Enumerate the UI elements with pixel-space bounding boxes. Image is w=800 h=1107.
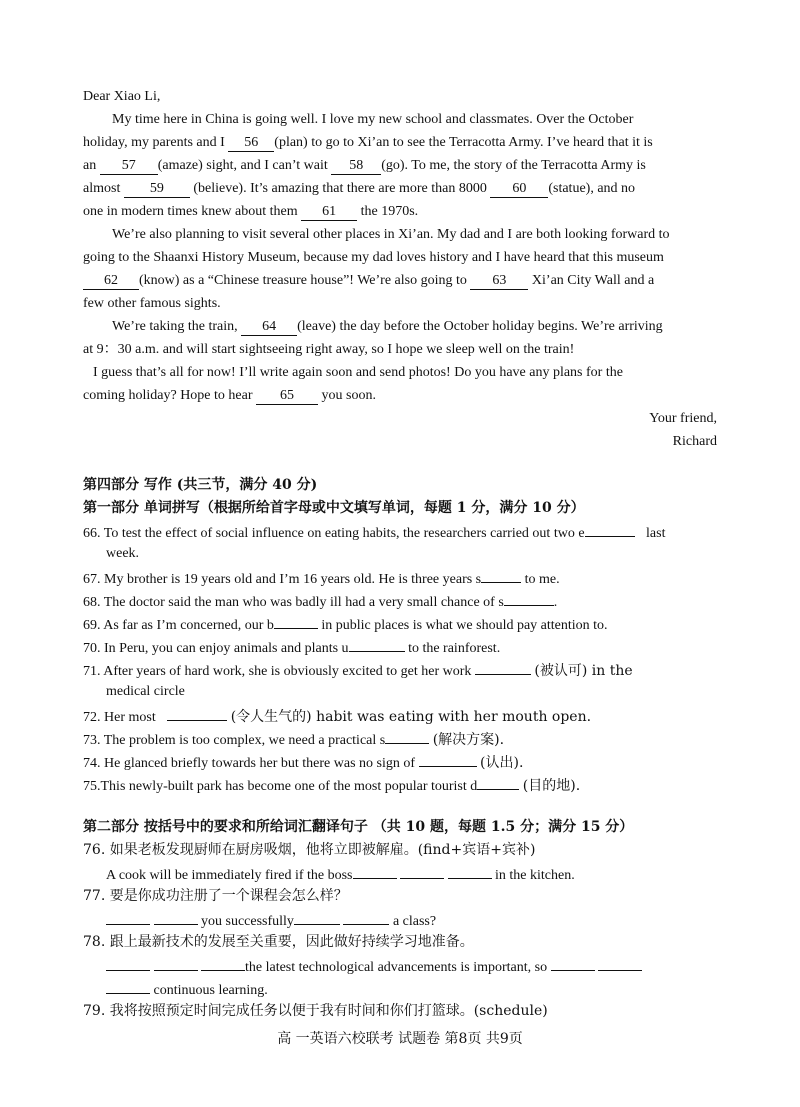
answer-blank[interactable] bbox=[343, 910, 389, 925]
blank-58[interactable]: 58 bbox=[331, 158, 381, 175]
answer-blank[interactable] bbox=[551, 956, 595, 971]
answer-blank[interactable] bbox=[400, 864, 444, 879]
letter-line: We’re also planning to visit several other places in Xi’an. My dad and I are both looking forward to bbox=[112, 227, 670, 242]
question-67: 67. My brother is 19 years old and I’m 16 years old. He is three years s to me. bbox=[83, 568, 560, 589]
letter-line: few other famous sights. bbox=[83, 296, 221, 311]
section-subheading: 第一部分 单词拼写（根据所给首字母或中文填写单词，每题 1 分，满分 10 分） bbox=[83, 500, 585, 516]
question-76: 76. 如果老板发现厨师在厨房吸烟，他将立即被解雇。(find+宾语+宾补) bbox=[83, 842, 536, 858]
letter-line: My time here in China is going well. I love my new school and classmates. Over the October bbox=[112, 112, 634, 127]
answer-blank[interactable] bbox=[106, 956, 150, 971]
answer-blank[interactable] bbox=[385, 729, 429, 744]
question-71-cont: medical circle bbox=[106, 684, 185, 699]
answer-blank[interactable] bbox=[585, 522, 635, 537]
question-68: 68. The doctor said the man who was badly ill had a very small chance of s . bbox=[83, 591, 557, 612]
answer-blank[interactable] bbox=[504, 591, 554, 606]
answer-blank[interactable] bbox=[294, 910, 340, 925]
letter-line: We’re taking the train, 64 (leave) the day before the October holiday begins. We’re arriving bbox=[112, 319, 663, 334]
answer-blank[interactable] bbox=[477, 775, 519, 790]
letter-line: 62 (know) as a “Chinese treasure house”! We’re also going to 63 Xi’an City Wall and a bbox=[83, 272, 654, 290]
page-footer: 高 一英语六校联考 试题卷 第8页 共9页 bbox=[277, 1031, 523, 1047]
blank-64[interactable]: 64 bbox=[241, 319, 297, 336]
letter-line: I guess that’s all for now! I’ll write again soon and send photos! Do you have any plans for the bbox=[93, 365, 623, 380]
answer-blank[interactable] bbox=[106, 979, 150, 994]
blank-61[interactable]: 61 bbox=[301, 204, 357, 221]
question-77: 77. 要是你成功注册了一个课程会怎么样？ bbox=[83, 888, 348, 904]
question-71: 71. After years of hard work, she is obviously excited to get her work (被认可) in the bbox=[83, 660, 633, 681]
answer-blank[interactable] bbox=[448, 864, 492, 879]
letter-line: almost 59 (believe). It’s amazing that there are more than 8000 60 (statue), and no bbox=[83, 181, 636, 196]
question-70: 70. In Peru, you can enjoy animals and plants u to the rainforest. bbox=[83, 637, 500, 658]
blank-56[interactable]: 56 bbox=[228, 135, 274, 152]
answer-blank[interactable] bbox=[598, 956, 642, 971]
question-75: 75.This newly-built park has become one of the most popular tourist d (目的地). bbox=[83, 775, 580, 796]
letter-line: coming holiday? Hope to hear 65 you soon. bbox=[83, 388, 376, 403]
letter-signature: Richard bbox=[672, 434, 717, 449]
question-66-cont: week. bbox=[106, 546, 140, 561]
answer-blank[interactable] bbox=[481, 568, 521, 583]
question-78: 78. 跟上最新技术的发展至关重要，因此做好持续学习地准备。 bbox=[83, 934, 474, 950]
letter-greeting: Dear Xiao Li, bbox=[83, 89, 161, 104]
blank-62[interactable]: 62 bbox=[83, 273, 139, 290]
question-66: 66. To test the effect of social influence on eating habits, the researchers carried out two e last bbox=[83, 522, 666, 543]
question-73: 73. The problem is too complex, we need a practical s (解决方案). bbox=[83, 729, 504, 750]
answer-blank[interactable] bbox=[201, 956, 245, 971]
answer-blank[interactable] bbox=[274, 614, 318, 629]
blank-59[interactable]: 59 bbox=[124, 181, 190, 198]
question-78-answer: the latest technological advancements is important, so bbox=[106, 956, 642, 977]
blank-65[interactable]: 65 bbox=[256, 388, 318, 405]
question-76-answer: A cook will be immediately fired if the boss in the kitchen. bbox=[106, 864, 575, 885]
question-77-answer: you successfully a class? bbox=[106, 910, 436, 931]
section-subheading: 第二部分 按括号中的要求和所给词汇翻译句子 （共 10 题，每题 1.5 分；满分 15 分） bbox=[83, 819, 634, 835]
answer-blank[interactable] bbox=[349, 637, 405, 652]
answer-blank[interactable] bbox=[167, 706, 227, 721]
blank-60[interactable]: 60 bbox=[490, 181, 548, 198]
answer-blank[interactable] bbox=[106, 910, 150, 925]
question-79: 79. 我将按照预定时间完成任务以便于我有时间和你们打篮球。(schedule) bbox=[83, 1003, 548, 1019]
question-74: 74. He glanced briefly towards her but there was no sign of (认出). bbox=[83, 752, 523, 773]
letter-line: holiday, my parents and I 56 (plan) to go to Xi’an to see the Terracotta Army. I’ve heard that it is bbox=[83, 135, 653, 150]
question-72: 72. Her most (令人生气的) habit was eating with her mouth open. bbox=[83, 706, 591, 727]
letter-line: going to the Shaanxi History Museum, because my dad loves history and I have heard that this museum bbox=[83, 250, 664, 265]
letter-line: at 9：30 a.m. and will start sightseeing right away, so I hope we sleep well on the train! bbox=[83, 342, 575, 357]
answer-blank[interactable] bbox=[353, 864, 397, 879]
letter-line: one in modern times knew about them 61 the 1970s. bbox=[83, 204, 419, 219]
letter-closing: Your friend, bbox=[649, 411, 717, 426]
blank-63[interactable]: 63 bbox=[470, 273, 528, 290]
answer-blank[interactable] bbox=[475, 660, 531, 675]
question-69: 69. As far as I’m concerned, our b in public places is what we should pay attention to. bbox=[83, 614, 608, 635]
section-heading: 第四部分 写作 (共三节，满分 40 分) bbox=[83, 477, 318, 493]
question-78-answer-cont: continuous learning. bbox=[106, 979, 268, 1000]
answer-blank[interactable] bbox=[154, 956, 198, 971]
answer-blank[interactable] bbox=[419, 752, 477, 767]
letter-line: an 57 (amaze) sight, and I can’t wait 58 (go). To me, the story of the Terracotta Army is bbox=[83, 158, 646, 173]
answer-blank[interactable] bbox=[154, 910, 198, 925]
blank-57[interactable]: 57 bbox=[100, 158, 158, 175]
